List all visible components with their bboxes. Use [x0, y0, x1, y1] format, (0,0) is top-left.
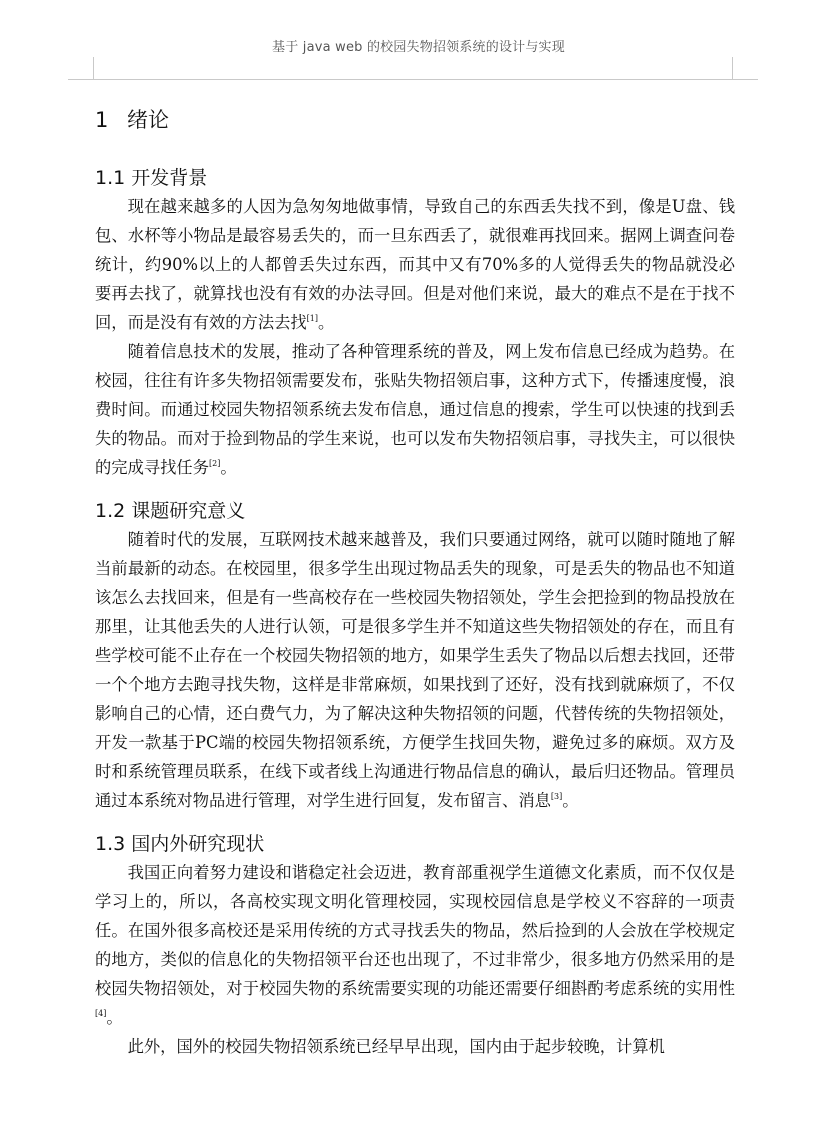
paragraph-end: 。	[318, 313, 335, 332]
chapter-title	[95, 104, 169, 134]
citation-ref: [4]	[95, 1009, 107, 1018]
paragraph-text: 随着时代的发展，互联网技术越来越普及，我们只要通过网络，就可以随时随地了解当前最新的动态。在校园里，很多学生出现过物品丢失的现象，可是丢失的物品也不知道该怎么去找回来，但是有一些高校存在一些校园失物招领处，学生会把捡到的物品投放在那里，让其他丢失的人进行认领，可是很多学生并不知道这些失物招领处的存在，而且有些学校可能不止存在一个校园失物招领的地方，如果学生丢失了物品以后想去找回，还带一个个地方去跑寻找失物，这样是非常麻烦，如果找到了还好，没有找到就麻烦了，不仅影响自己的心情，还白费气力，为了解决这种失物招领的问题，代替传统的失物招领处，开发一款基于PC端的校园失物招领系统，方便学生找回失物，避免过多的麻烦。双方及时和系统管理员联系，在线下或者线上沟通进行物品信息的确认，最后归还物品。管理员通过本系统对物品进行管理，对学生进行回复，发布留言、消息	[95, 530, 735, 810]
paragraph	[95, 525, 735, 815]
paragraph-end: 。	[106, 1008, 123, 1027]
paragraph-text: 此外，国外的校园失物招领系统已经早早出现，国内由于起步较晚，计算机	[127, 1037, 665, 1056]
header-rule	[68, 79, 758, 80]
chapter-number: 1	[95, 108, 109, 132]
paragraph-text: 我国正向着努力建设和谐稳定社会迈进，教育部重视学生道德文化素质，而不仅仅是学习上的，所以，各高校实现文明化管理校园，实现校园信息是学校义不容辞的一项责任。在国外很多高校还是采用传统的方式寻找丢失的物品，然后捡到的人会放在学校规定的地方，类似的信息化的失物招领平台还也出现了，不过非常少，很多地方仍然采用的是校园失物招领处，对于校园失物的系统需要实现的功能还需要仔细斟酌考虑系统的实用性	[95, 863, 735, 998]
paragraph	[95, 337, 735, 482]
section-title-background: 1.1 开发背景	[95, 167, 208, 189]
paragraph	[95, 858, 735, 1032]
crop-mark-right	[732, 57, 733, 79]
section-title-significance: 1.2 课题研究意义	[95, 500, 246, 522]
section-title-research-status: 1.3 国内外研究现状	[95, 833, 265, 855]
paragraph-end: 。	[562, 791, 579, 810]
citation-ref: [2]	[208, 459, 221, 468]
citation-ref: [1]	[306, 314, 319, 323]
citation-ref: [3]	[550, 792, 563, 801]
paragraph	[95, 192, 735, 337]
page-header: 基于 java web 的校园失物招领系统的设计与实现	[272, 40, 565, 55]
chapter-title-text: 绪论	[127, 108, 169, 132]
paragraph	[95, 1032, 735, 1061]
paragraph-text: 随着信息技术的发展，推动了各种管理系统的普及，网上发布信息已经成为趋势。在校园，往往有许多失物招领需要发布，张贴失物招领启事，这种方式下，传播速度慢，浪费时间。而通过校园失物招领系统去发布信息，通过信息的搜索，学生可以快速的找到丢失的物品。而对于捡到物品的学生来说，也可以发布失物招领启事，寻找失主，可以很快的完成寻找任务	[95, 342, 735, 477]
crop-mark-left	[93, 57, 94, 79]
paragraph-text: 现在越来越多的人因为急匆匆地做事情，导致自己的东西丢失找不到，像是U盘、钱包、水杯等小物品是最容易丢失的，而一旦东西丢了，就很难再找回来。据网上调查问卷统计，约90%以上的人都曾丢失过东西，而其中又有70%多的人觉得丢失的物品就没必要再去找了，就算找也没有有效的办法寻回。但是对他们来说，最大的难点不是在于找不回，而是没有有效的方法去找	[95, 197, 735, 332]
paragraph-end: 。	[220, 458, 237, 477]
document-body	[95, 164, 735, 1061]
